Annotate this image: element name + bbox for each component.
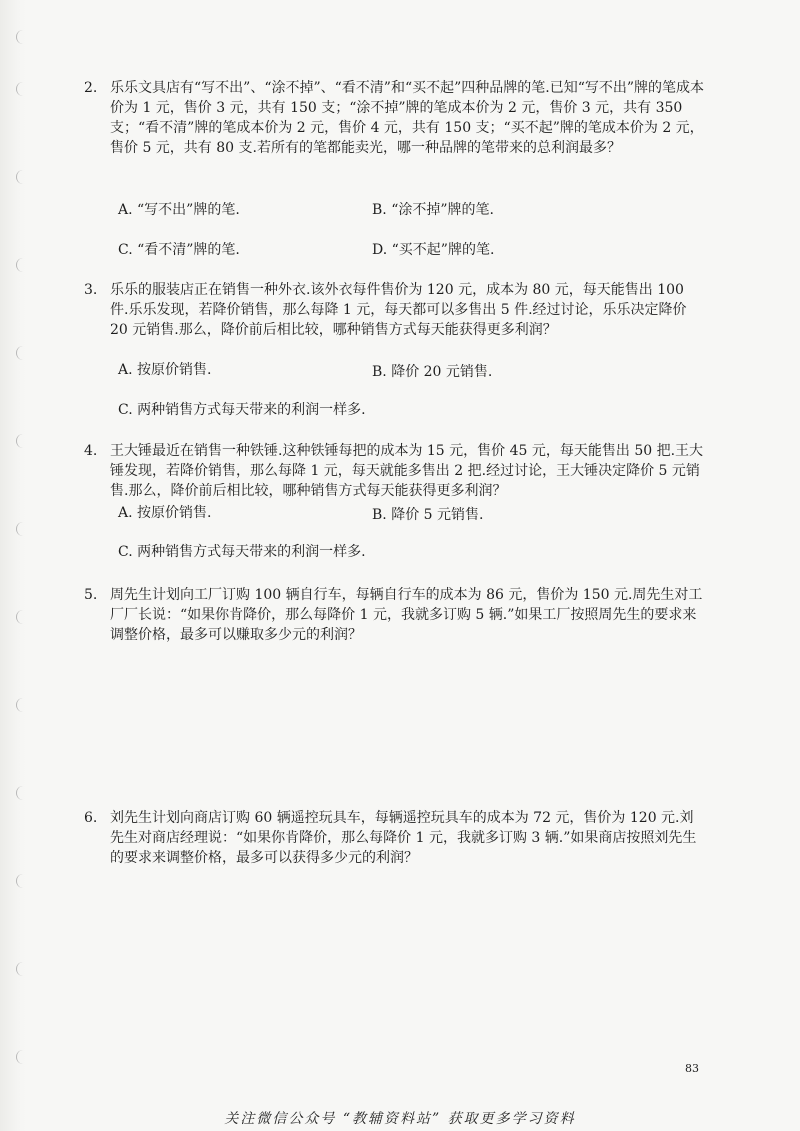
question-text: 王大锤最近在销售一种铁锤.这种铁锤每把的成本为 15 元，售价 45 元，每天能售出 50 把.王大锤发现，若降价销售，那么每降 1 元，每天就能多售出 2 把.经过讨论，王大锤决定降价 5 元销售.那么，降价前后相比较，哪种销售方式每天能获得更多利润？	[110, 443, 704, 499]
option-b: B. “涂不掉”牌的笔.	[372, 202, 494, 218]
question-text: 乐乐的服装店正在销售一种外衣.该外衣每件售价为 120 元，成本为 80 元，每天能售出 100 件.乐乐发现，若降价销售，那么每降 1 元，每天都可以多售出 5 件.经过讨论，乐乐决定降价 20 元销售.那么，降价前后相比较，哪种销售方式每天能获得更多利润？	[110, 282, 687, 338]
option-c: C. 两种销售方式每天带来的利润一样多.	[118, 544, 366, 560]
option-c: C. “看不清”牌的笔.	[118, 242, 240, 258]
option-b: B. 降价 5 元销售.	[372, 507, 484, 523]
option-a: A. 按原价销售.	[118, 505, 212, 521]
question-text: 乐乐文具店有“写不出”、“涂不掉”、“看不清”和“买不起”四种品牌的笔.已知“写不出”牌的笔成本价为 1 元，售价 3 元，共有 150 支；“涂不掉”牌的笔成本价为 2 元，售价 3 元，共有 350 支；“看不清”牌的笔成本价为 2 元，售价 4 元，共有 150 支；“买不起”牌的笔成本价为 2 元，售价 5 元，共有 80 支.若所有的笔都能卖光，哪一种品牌的笔带来的总利润最多？	[110, 80, 705, 156]
footer-watermark: 关注微信公众号 “教辅资料站” 获取更多学习资料	[224, 1111, 576, 1127]
option-a: A. 按原价销售.	[118, 362, 212, 378]
option-d: D. “买不起”牌的笔.	[372, 242, 495, 258]
question-number: 4.	[84, 443, 98, 459]
question-number: 6.	[84, 810, 98, 826]
question-number: 2.	[84, 80, 98, 96]
option-b: B. 降价 20 元销售.	[372, 364, 493, 380]
option-a: A. “写不出”牌的笔.	[118, 202, 240, 218]
question-number: 5.	[84, 587, 98, 603]
page-number: 83	[685, 1062, 699, 1075]
question-text: 周先生计划向工厂订购 100 辆自行车，每辆自行车的成本为 86 元，售价为 150 元.周先生对工厂厂长说：“如果你肯降价，那么每降价 1 元，我就多订购 5 辆.”如果工厂按照周先生的要求来调整价格，最多可以赚取多少元的利润？	[110, 587, 703, 643]
question-text: 刘先生计划向商店订购 60 辆遥控玩具车，每辆遥控玩具车的成本为 72 元，售价为 120 元.刘先生对商店经理说：“如果你肯降价，那么每降价 1 元，我就多订购 3 辆.”如果商店按照刘先生的要求来调整价格，最多可以获得多少元的利润？	[110, 810, 697, 866]
question-number: 3.	[84, 282, 98, 298]
option-c: C. 两种销售方式每天带来的利润一样多.	[118, 402, 366, 418]
